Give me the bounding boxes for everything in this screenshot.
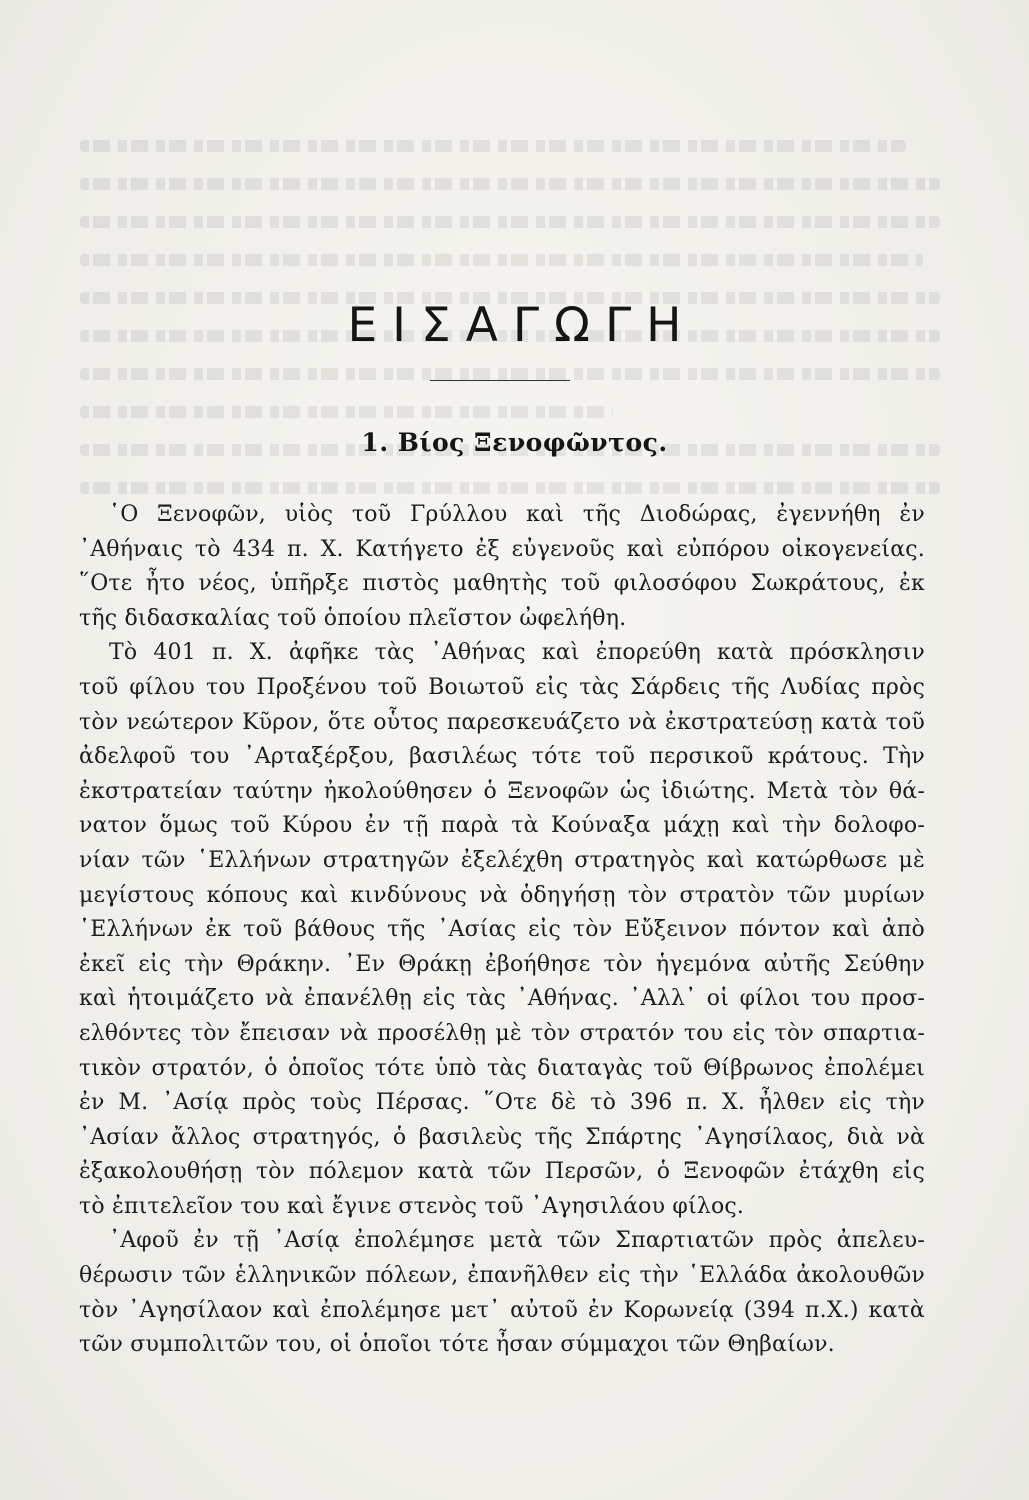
text-line: Τὸ 401 π. Χ. ἀφῆκε τὰς ᾿Αθήνας καὶ ἐπορεύθη κατὰ πρόσκλησιν xyxy=(109,640,925,666)
title-divider xyxy=(430,380,570,381)
text-line: ἀδελφοῦ του ᾿Αρταξέρξου, βασιλέως τότε τοῦ περσικοῦ κράτους. Τὴν xyxy=(79,744,925,770)
text-line: τὸν ᾿Αγησίλαον καὶ ἐπολέμησε μετ᾿ αὐτοῦ ἐν Κορωνείᾳ (394 π.Χ.) κατὰ xyxy=(79,1297,925,1323)
text-line: ελθόντες τὸν ἔπεισαν νὰ προσέλθῃ μὲ τὸν στρατόν του εἰς τὸν σπαρτια- xyxy=(79,1020,925,1046)
text-line: ῞Οτε ἦτο νέος, ὑπῆρξε πιστὸς μαθητὴς τοῦ φιλοσόφου Σωκράτους, ἐκ xyxy=(79,571,925,597)
text-line: ᾿Αθήναις τὸ 434 π. Χ. Κατήγετο ἐξ εὐγενοῦς καὶ εὐπόρου οἰκογενείας. xyxy=(79,536,925,562)
text-line: νίαν τῶν ῾Ελλήνων στρατηγῶν ἐξελέχθη στρατηγὸς καὶ κατώρθωσε μὲ xyxy=(79,847,925,873)
text-line: ᾿Ασίαν ἄλλος στρατηγός, ὁ βασιλεὺς τῆς Σπάρτης ᾿Αγησίλαος, διὰ νὰ xyxy=(79,1124,925,1150)
page-title: ΕΙΣΑΓΩΓΗ xyxy=(347,298,697,353)
text-line: τῆς διδασκαλίας τοῦ ὁποίου πλεῖστον ὠφελήθη. xyxy=(79,605,627,631)
text-line: τὸν νεώτερον Κῦρον, ὅτε οὗτος παρεσκευάζετο νὰ ἐκστρατεύσῃ κατὰ τοῦ xyxy=(79,709,925,735)
text-line: ῾Ο Ξενοφῶν, υἱὸς τοῦ Γρύλλου καὶ τῆς Διοδώρας, ἐγεννήθη ἐν xyxy=(109,502,925,527)
text-line: ἐν Μ. ᾿Ασίᾳ πρὸς τοὺς Πέρσας. ῞Οτε δὲ τὸ 396 π. Χ. ἦλθεν εἰς τὴν xyxy=(79,1090,925,1116)
text-line: τὸ ἐπιτελεῖον του καὶ ἔγινε στενὸς τοῦ ᾿Αγησιλάου φίλος. xyxy=(79,1193,745,1219)
text-line: νατον ὅμως τοῦ Κύρου ἐν τῇ παρὰ τὰ Κούναξα μάχῃ καὶ τὴν δολοφο- xyxy=(79,813,925,839)
text-line: καὶ ἡτοιμάζετο νὰ ἐπανέλθῃ εἰς τὰς ᾿Αθήνας. ᾿Αλλ᾿ οἱ φίλοι του προσ- xyxy=(79,986,925,1012)
text-line: μεγίστους κόπους καὶ κινδύνους νὰ ὁδηγήσῃ τὸν στρατὸν τῶν μυρίων xyxy=(79,882,925,908)
section-heading: 1. Βίος Ξενοφῶντος. xyxy=(361,428,668,457)
text-line: ῾Ελλήνων ἐκ τοῦ βάθους τῆς ᾿Ασίας εἰς τὸν Εὔξεινον πόντον καὶ ἀπὸ xyxy=(79,917,925,943)
text-line: τικὸν στρατόν, ὁ ὁποῖος τότε ὑπὸ τὰς διαταγὰς τοῦ Θίβρωνος ἐπολέμει xyxy=(79,1055,925,1081)
text-line: θέρωσιν τῶν ἑλληνικῶν πόλεων, ἐπανῆλθεν εἰς τὴν ῾Ελλάδα ἀκολουθῶν xyxy=(79,1263,925,1289)
text-line: ἐκστρατείαν ταύτην ἠκολούθησεν ὁ Ξενοφῶν ὡς ἰδιώτης. Μετὰ τὸν θά- xyxy=(79,778,925,804)
text-line: ἐξακολουθήσῃ τὸν πόλεμον κατὰ τῶν Περσῶν, ὁ Ξενοφῶν ἐτάχθη εἰς xyxy=(79,1159,925,1185)
body-text xyxy=(79,498,925,1363)
text-line: ᾿Αφοῦ ἐν τῇ ᾿Ασίᾳ ἐπολέμησε μετὰ τῶν Σπαρτιατῶν πρὸς ἀπελευ- xyxy=(109,1228,925,1254)
text-line: τοῦ φίλου του Προξένου τοῦ Βοιωτοῦ εἰς τὰς Σάρδεις τῆς Λυδίας πρὸς xyxy=(79,674,925,700)
text-line: τῶν συμπολιτῶν του, οἱ ὁποῖοι τότε ἦσαν σύμμαχοι τῶν Θηβαίων. xyxy=(79,1332,835,1358)
text-line: ἐκεῖ εἰς τὴν Θράκην. ᾿Εν Θράκῃ ἐβοήθησε τὸν ἡγεμόνα αὐτῆς Σεύθην xyxy=(79,951,925,977)
